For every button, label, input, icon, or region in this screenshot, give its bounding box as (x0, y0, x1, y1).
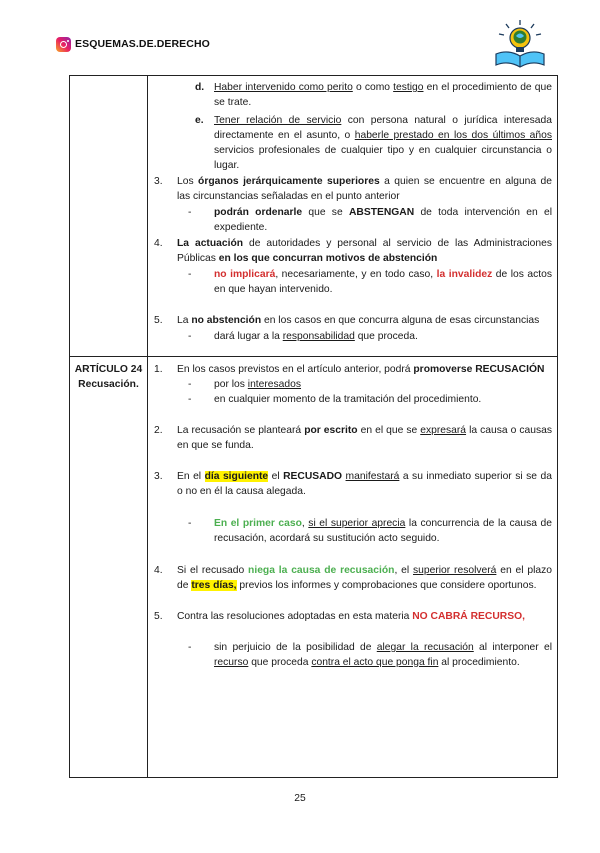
item-e-label: e. (195, 115, 204, 126)
page-header (56, 37, 210, 52)
rec-4-text: Si el recusado niega la causa de recusación, el superior resolverá en el plazo de tres días, previos los informes y comprobaciones que considere oportunos. (177, 565, 552, 591)
item-3-label: 3. (154, 176, 163, 187)
item-d-text: Haber intervenido como perito o como testigo en el procedimiento de que se trate. (214, 82, 552, 108)
item-4-label: 4. (154, 238, 163, 249)
instagram-icon (56, 37, 71, 52)
rec-1-text: En los casos previstos en el artículo anterior, podrá promoverse RECUSACIÓN (177, 364, 545, 375)
item-4-text: La actuación de autoridades y personal al servicio de las Administraciones Públicas en los que concurran motivos de abstención (177, 238, 552, 264)
column-divider (147, 76, 148, 777)
rec-5-text: Contra las resoluciones adoptadas en esta materia NO CABRÁ RECURSO, (177, 611, 525, 622)
brand-name: ESQUEMAS.DE.DERECHO (75, 38, 210, 50)
rec-1-sub-1: por los interesados (214, 379, 302, 390)
row-divider (70, 356, 557, 357)
item-3-text: Los órganos jerárquicamente superiores a quien se encuentre en alguna de las circunstancias señaladas en el punto anterior (177, 176, 553, 202)
article-heading (70, 362, 147, 392)
rec-4-label: 4. (154, 565, 163, 576)
item-5-dash: - (188, 331, 192, 342)
rec-2-label: 2. (154, 425, 163, 436)
rec-1-sub-2: en cualquier momento de la tramitación del procedimiento. (214, 394, 482, 405)
item-3-dash: - (188, 207, 192, 218)
rec-3-dash: - (188, 518, 192, 529)
item-4-sub: no implicará, necesariamente, y en todo caso, la invalidez de los actos en que hayan intervenido. (214, 269, 552, 295)
item-5-sub: dará lugar a la responsabilidad que proceda. (214, 331, 418, 342)
rec-3-text: En el día siguiente el RECUSADO manifestará a su inmediato superior si se da o no en él la causa alegada. (177, 471, 552, 497)
content-table (69, 75, 558, 778)
rec-1-dash-1: - (188, 379, 192, 390)
item-4-dash: - (188, 269, 192, 280)
item-5-label: 5. (154, 315, 163, 326)
item-d-label: d. (195, 82, 205, 93)
item-e-text: Tener relación de servicio con persona natural o jurídica interesada directamente en el asunto, o haberle prestado en los dos últimos años servicios profesionales de cualquier tipo y en cualquier circunstancia o lugar. (214, 115, 552, 171)
rec-5-dash: - (188, 642, 192, 653)
book-lightbulb-logo (492, 18, 548, 70)
item-3-sub: podrán ordenarle que se ABSTENGAN de toda intervención en el expediente. (214, 207, 552, 233)
rec-2-text: La recusación se planteará por escrito en el que se expresará la causa o causas en que se funda. (177, 425, 553, 451)
rec-5-label: 5. (154, 611, 163, 622)
item-5-text: La no abstención en los casos en que concurra alguna de esas circunstancias (177, 315, 540, 326)
page-number: 25 (294, 793, 306, 804)
rec-1-dash-2: - (188, 394, 192, 405)
rec-5-sub: sin perjuicio de la posibilidad de alegar la recusación al interponer el recurso que proceda contra el acto que ponga fin al procedimiento. (214, 642, 552, 668)
rec-3-sub: En el primer caso, si el superior aprecia la concurrencia de la causa de recusación, acordará su sustitución acto seguido. (214, 518, 552, 544)
article-subtitle: Recusación. (78, 379, 139, 390)
article-title: ARTÍCULO 24 (74, 364, 143, 375)
rec-1-label: 1. (154, 364, 163, 375)
rec-3-label: 3. (154, 471, 163, 482)
